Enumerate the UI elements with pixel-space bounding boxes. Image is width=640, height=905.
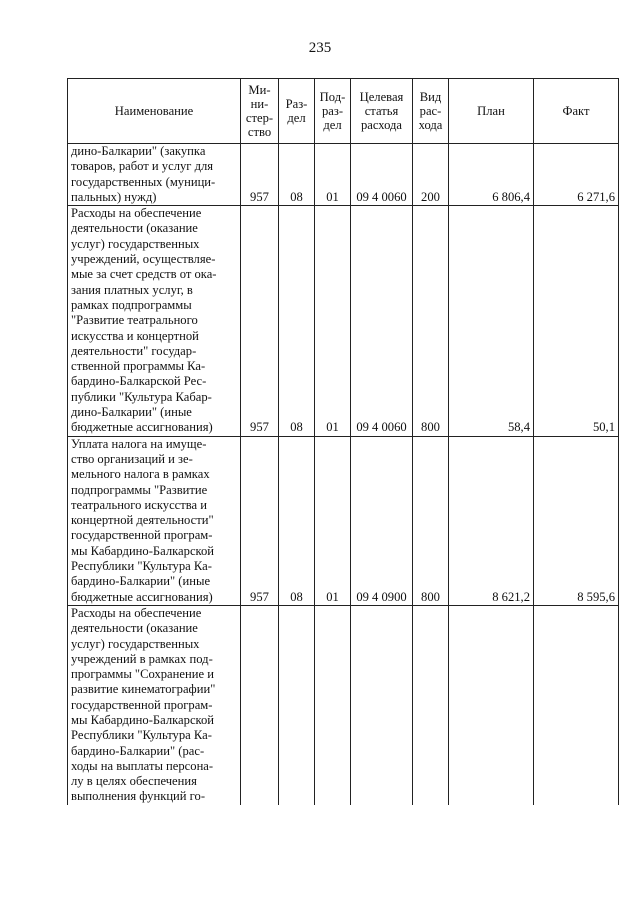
cell-name: дино-Балкарии" (закупка товаров, работ и услуг для государственных (муници- пальных) нужд) <box>68 144 241 206</box>
header-ministry: Ми- ни- стер- ство <box>241 79 279 144</box>
page-number: 235 <box>308 40 332 56</box>
cell-section: 08 <box>279 144 315 206</box>
cell-fact: 50,1 <box>534 206 619 436</box>
cell-section: 08 <box>279 436 315 605</box>
cell-name: Расходы на обеспечение деятельности (оказание услуг) государственных учреждений в рамках под- программы "Сохранение и развитие кинематографии" государственной програм- мы Кабардино-Балкарской Республики "Культура Ка- бардино-Балкарии" (рас- ходы на выплаты персона- лу в целях обеспечения выполнения функций го- <box>68 605 241 804</box>
cell-name: Расходы на обеспечение деятельности (оказание услуг) государственных учреждений, осуществляе- мые за счет средств от ока- зания платных услуг, в рамках подпрограммы "Развитие театрального искусства и концертной деятельности" государ- ственной программы Ка- бардино-Балкарской Рес- публики "Культура Кабар- дино-Балкарии" (иные бюджетные ассигнования) <box>68 206 241 436</box>
header-subsection: Под- раз- дел <box>315 79 351 144</box>
header-fact: Факт <box>534 79 619 144</box>
header-plan: План <box>449 79 534 144</box>
cell-type: 800 <box>413 206 449 436</box>
cell-ministry: 957 <box>241 144 279 206</box>
cell-plan: 6 806,4 <box>449 144 534 206</box>
cell-name: Уплата налога на имуще- ство организаций и зе- мельного налога в рамках подпрограммы "Развитие театрального искусства и концертной деятельности" государственной програм- мы Кабардино-Балкарской Республики "Культура Ка- бардино-Балкарии" (иные бюджетные ассигнования) <box>68 436 241 605</box>
header-expense-type: Вид рас- хода <box>413 79 449 144</box>
cell-plan <box>449 605 534 804</box>
header-target-article: Целевая статья расхода <box>351 79 413 144</box>
table-row <box>68 605 619 804</box>
cell-ministry <box>241 605 279 804</box>
header-name: Наименование <box>68 79 241 144</box>
cell-ministry: 957 <box>241 206 279 436</box>
cell-subsection: 01 <box>315 436 351 605</box>
cell-ministry: 957 <box>241 436 279 605</box>
cell-type <box>413 605 449 804</box>
cell-subsection: 01 <box>315 144 351 206</box>
cell-target: 09 4 0060 <box>351 144 413 206</box>
cell-target: 09 4 0900 <box>351 436 413 605</box>
cell-target: 09 4 0060 <box>351 206 413 436</box>
cell-target <box>351 605 413 804</box>
table-header-row <box>68 79 619 144</box>
cell-fact <box>534 605 619 804</box>
cell-fact: 8 595,6 <box>534 436 619 605</box>
cell-type: 200 <box>413 144 449 206</box>
table-row <box>68 144 619 206</box>
cell-plan: 58,4 <box>449 206 534 436</box>
table-row <box>68 436 619 605</box>
cell-subsection: 01 <box>315 206 351 436</box>
cell-type: 800 <box>413 436 449 605</box>
cell-subsection <box>315 605 351 804</box>
cell-plan: 8 621,2 <box>449 436 534 605</box>
cell-section: 08 <box>279 206 315 436</box>
header-section: Раз- дел <box>279 79 315 144</box>
cell-section <box>279 605 315 804</box>
cell-fact: 6 271,6 <box>534 144 619 206</box>
budget-table <box>67 78 619 805</box>
table-row <box>68 206 619 436</box>
